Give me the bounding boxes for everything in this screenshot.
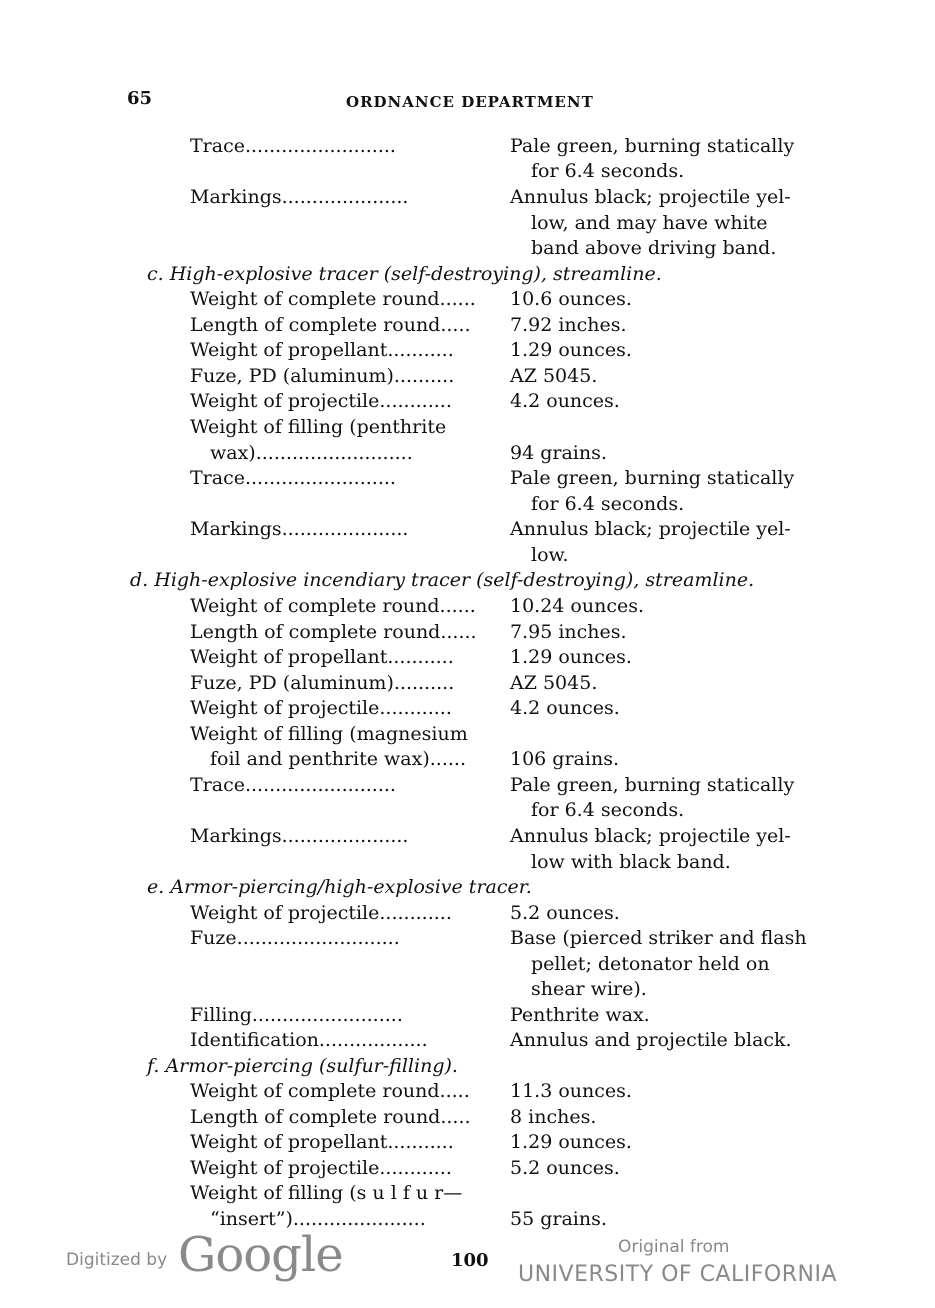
spec-label: Length of complete round.....: [190, 1106, 471, 1128]
spec-label: Identification..................: [190, 1029, 428, 1051]
spec-row: [0, 976, 935, 1002]
spec-row: [0, 363, 935, 389]
spec-label: wax)..........................: [210, 442, 413, 464]
spec-label: Weight of propellant...........: [190, 339, 454, 361]
section-heading-e: [147, 874, 532, 900]
spec-row: [0, 465, 935, 491]
spec-value: low with black band.: [531, 851, 731, 873]
section-heading-c: [147, 261, 662, 287]
spec-value: low, and may have white: [531, 212, 768, 234]
spec-row: [0, 337, 935, 363]
spec-value: 10.6 ounces.: [510, 288, 632, 310]
spec-value: 1.29 ounces.: [510, 646, 632, 668]
section-letter: c.: [147, 263, 164, 285]
spec-value: AZ 5045.: [510, 672, 598, 694]
original-from-text: Original from: [618, 1237, 730, 1257]
spec-label: Weight of projectile............: [190, 390, 452, 412]
spec-label: Weight of propellant...........: [190, 1131, 454, 1153]
spec-value: 8 inches.: [510, 1106, 597, 1128]
spec-label: Weight of filling (magnesium: [190, 723, 468, 745]
spec-value: band above driving band.: [531, 237, 777, 259]
spec-label: Fuze, PD (aluminum)..........: [190, 365, 455, 387]
section-title: Armor-piercing (sulfur-filling).: [165, 1055, 458, 1077]
spec-row: [0, 414, 935, 440]
spec-value: shear wire).: [531, 978, 647, 1000]
spec-row: [0, 593, 935, 619]
spec-value: pellet; detonator held on: [531, 953, 770, 975]
spec-row: [0, 1180, 935, 1206]
spec-row: [0, 542, 935, 568]
spec-row: [0, 235, 935, 261]
spec-row: [0, 133, 935, 159]
spec-row: [0, 746, 935, 772]
spec-row: [0, 1155, 935, 1181]
spec-value: 7.95 inches.: [510, 621, 627, 643]
spec-row: [0, 721, 935, 747]
spec-value: Base (pierced striker and flash: [510, 927, 807, 949]
spec-row: [0, 1104, 935, 1130]
spec-label: Length of complete round.....: [190, 314, 471, 336]
spec-row: [0, 1002, 935, 1028]
section-title: Armor-piercing/high-explosive tracer.: [170, 876, 532, 898]
spec-label: Markings.....................: [190, 186, 409, 208]
spec-value: 55 grains.: [510, 1208, 607, 1230]
google-logo: Google: [178, 1227, 343, 1283]
spec-row: [0, 312, 935, 338]
spec-value: AZ 5045.: [510, 365, 598, 387]
spec-row: [0, 491, 935, 517]
spec-label: Trace.........................: [190, 774, 396, 796]
spec-value: Penthrite wax.: [510, 1004, 650, 1026]
spec-value: Pale green, burning statically: [510, 774, 795, 796]
page-number: 65: [127, 88, 153, 109]
spec-row: [0, 925, 935, 951]
spec-value: Pale green, burning statically: [510, 135, 795, 157]
spec-label: Weight of filling (penthrite: [190, 416, 447, 438]
spec-value: Annulus black; projectile yel-: [510, 186, 791, 208]
spec-label: “insert”)......................: [210, 1208, 426, 1230]
spec-label: Trace.........................: [190, 135, 396, 157]
spec-value: 5.2 ounces.: [510, 1157, 620, 1179]
spec-row: [0, 797, 935, 823]
spec-row: [0, 516, 935, 542]
spec-label: Weight of filling (s u l f u r—: [190, 1182, 463, 1204]
spec-row: [0, 670, 935, 696]
spec-value: 106 grains.: [510, 748, 619, 770]
spec-value: for 6.4 seconds.: [531, 160, 685, 182]
spec-row: [0, 184, 935, 210]
section-heading-d: [130, 567, 754, 593]
spec-value: 7.92 inches.: [510, 314, 627, 336]
spec-value: 1.29 ounces.: [510, 339, 632, 361]
spec-value: Annulus black; projectile yel-: [510, 825, 791, 847]
spec-label: Markings.....................: [190, 825, 409, 847]
spec-row: [0, 1078, 935, 1104]
spec-label: Markings.....................: [190, 518, 409, 540]
spec-label: Weight of propellant...........: [190, 646, 454, 668]
spec-row: [0, 619, 935, 645]
spec-value: low.: [531, 544, 569, 566]
section-letter: f.: [147, 1055, 160, 1077]
spec-label: Weight of projectile............: [190, 902, 452, 924]
spec-value: 5.2 ounces.: [510, 902, 620, 924]
spec-value: 1.29 ounces.: [510, 1131, 632, 1153]
spec-value: Annulus and projectile black.: [510, 1029, 792, 1051]
spec-value: for 6.4 seconds.: [531, 799, 685, 821]
spec-row: [0, 849, 935, 875]
spec-row: [0, 951, 935, 977]
university-name: UNIVERSITY OF CALIFORNIA: [518, 1262, 837, 1287]
spec-value: Pale green, burning statically: [510, 467, 795, 489]
spec-row: [0, 440, 935, 466]
spec-row: [0, 388, 935, 414]
spec-label: Weight of complete round......: [190, 595, 476, 617]
spec-label: Fuze, PD (aluminum)..........: [190, 672, 455, 694]
spec-label: Weight of complete round.....: [190, 1080, 470, 1102]
spec-value: for 6.4 seconds.: [531, 493, 685, 515]
spec-label: Weight of projectile............: [190, 1157, 452, 1179]
spec-label: Weight of complete round......: [190, 288, 476, 310]
spec-label: Filling.........................: [190, 1004, 403, 1026]
section-letter: d.: [130, 569, 149, 591]
spec-value: 10.24 ounces.: [510, 595, 645, 617]
spec-row: [0, 695, 935, 721]
running-header: ORDNANCE DEPARTMENT: [346, 93, 594, 111]
spec-label: Weight of projectile............: [190, 697, 452, 719]
spec-row: [0, 1129, 935, 1155]
spec-value: 4.2 ounces.: [510, 390, 620, 412]
section-title: High-explosive incendiary tracer (self-destroying), streamline.: [154, 569, 755, 591]
spec-row: [0, 1206, 935, 1232]
spec-label: Fuze...........................: [190, 927, 400, 949]
section-letter: e.: [147, 876, 165, 898]
spec-row: [0, 210, 935, 236]
spec-value: 11.3 ounces.: [510, 1080, 632, 1102]
digitized-by-text: Digitized by: [66, 1250, 168, 1270]
spec-label: Trace.........................: [190, 467, 396, 489]
spec-value: Annulus black; projectile yel-: [510, 518, 791, 540]
section-title: High-explosive tracer (self-destroying), streamline.: [169, 263, 662, 285]
section-heading-f: [147, 1053, 458, 1079]
spec-row: [0, 644, 935, 670]
footer-page-number: 100: [451, 1250, 489, 1271]
spec-label: Length of complete round......: [190, 621, 477, 643]
spec-value: 4.2 ounces.: [510, 697, 620, 719]
spec-row: [0, 900, 935, 926]
spec-row: [0, 1027, 935, 1053]
spec-row: [0, 772, 935, 798]
spec-row: [0, 823, 935, 849]
spec-value: 94 grains.: [510, 442, 607, 464]
spec-row: [0, 286, 935, 312]
spec-label: foil and penthrite wax)......: [210, 748, 466, 770]
spec-row: [0, 158, 935, 184]
